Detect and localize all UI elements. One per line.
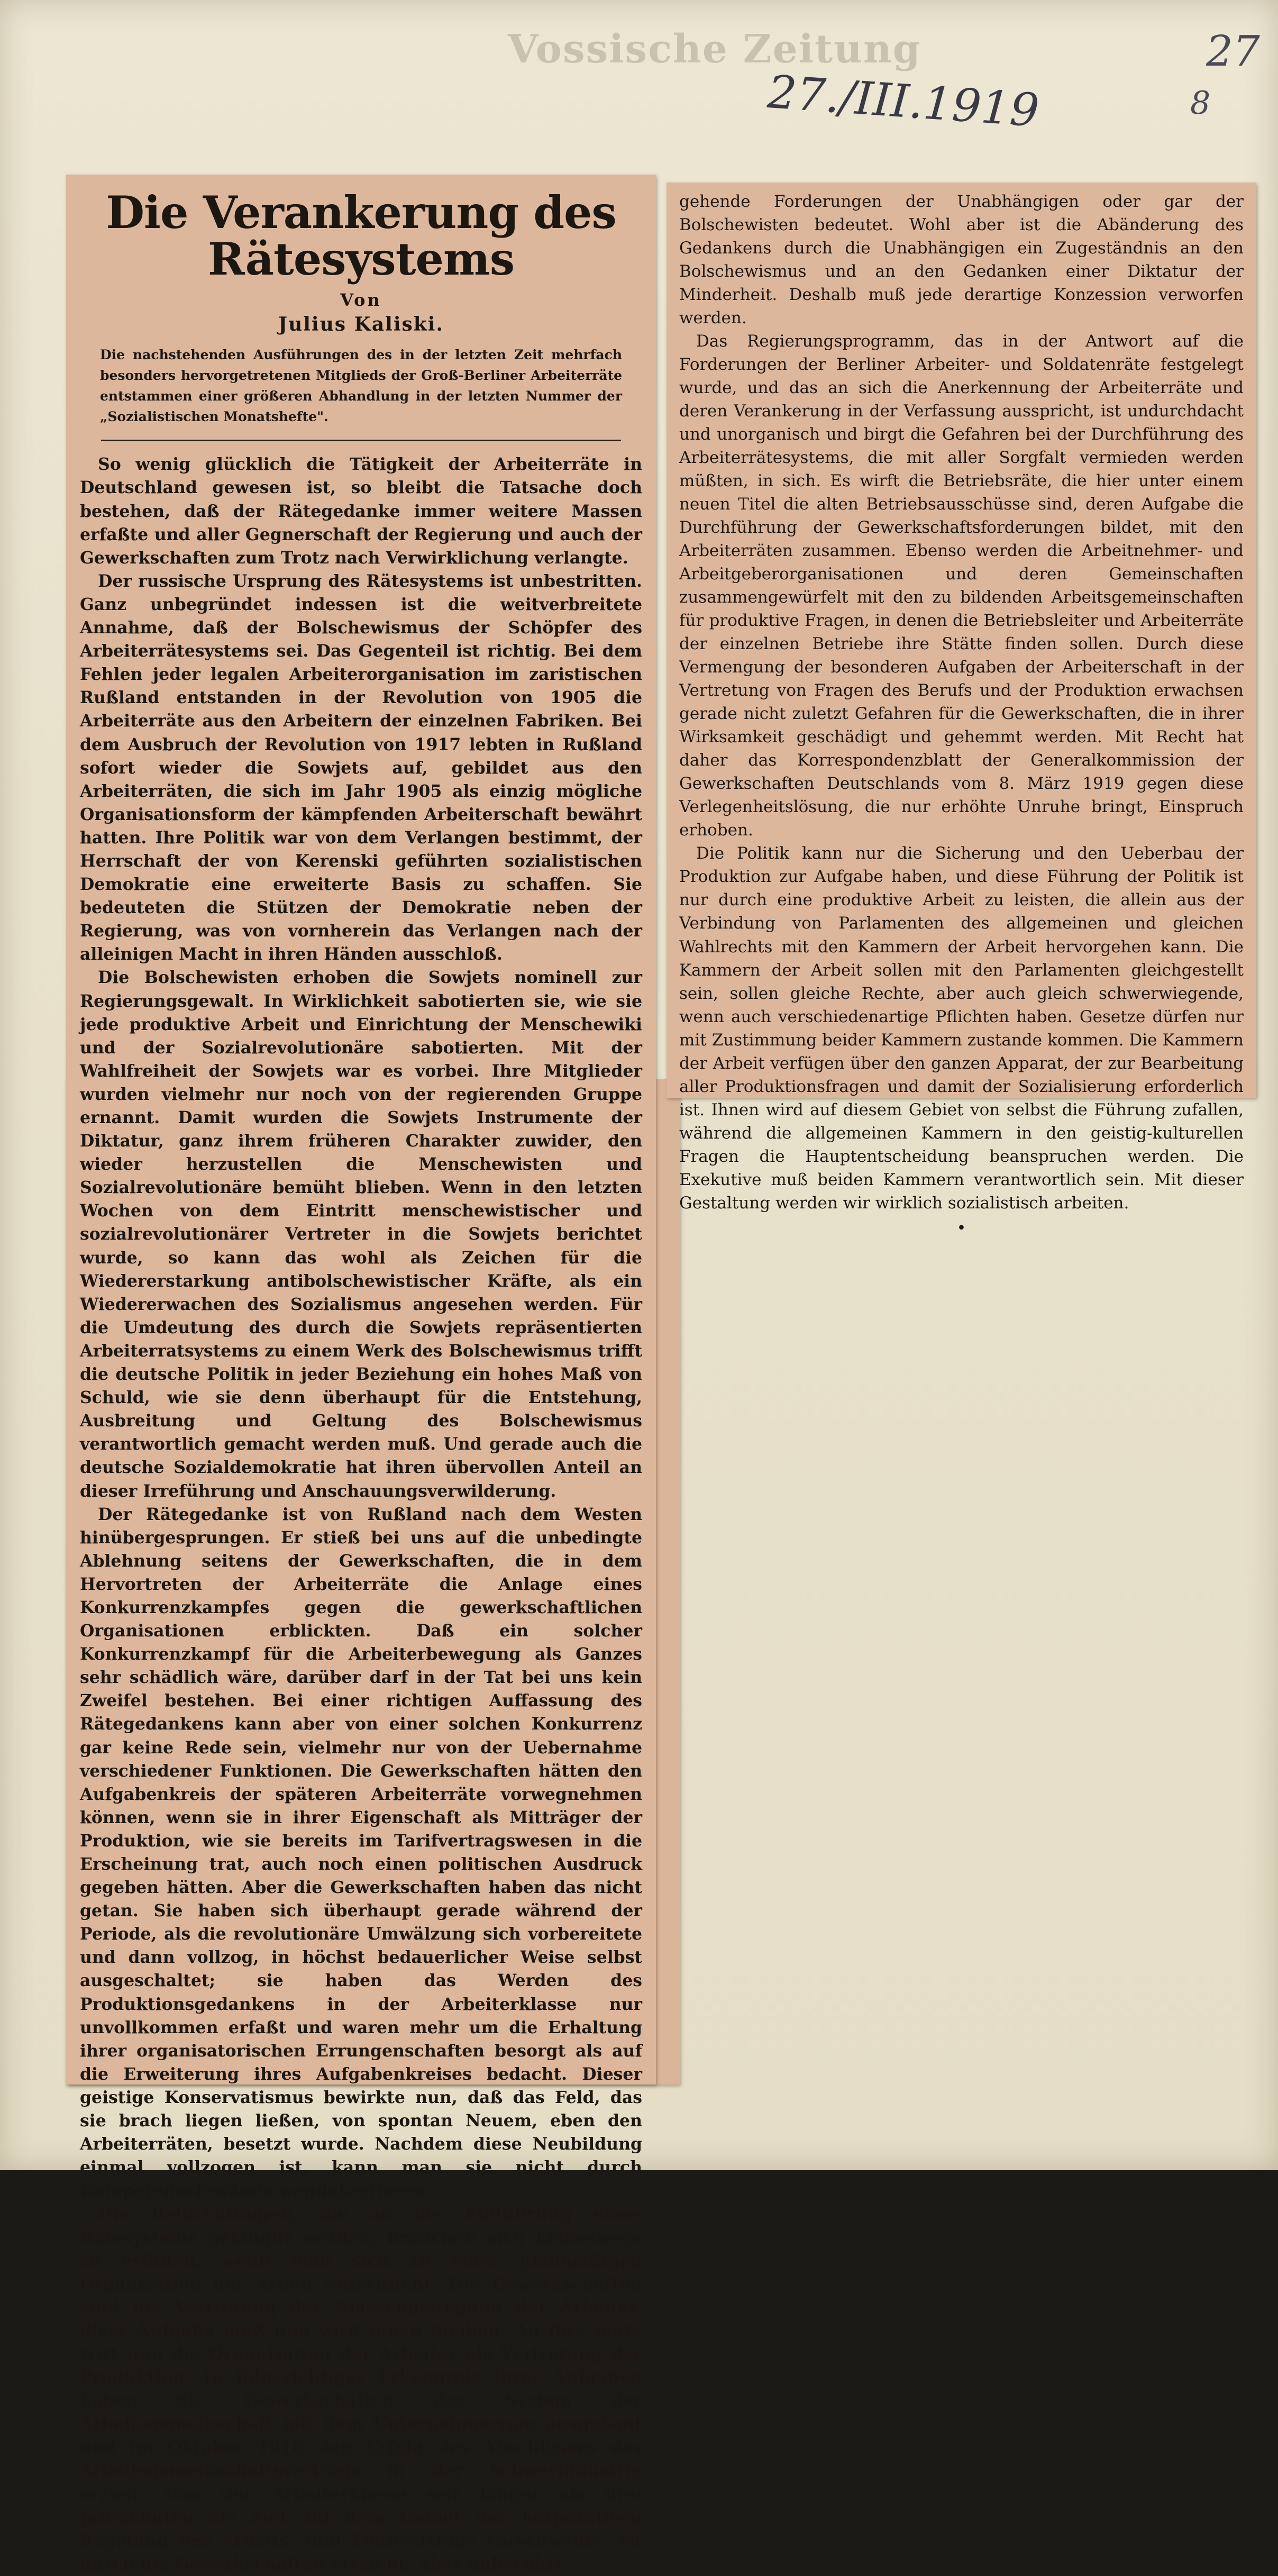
paragraph: gehende Forderungen der Unabhängigen oder gar der Bolschewisten bedeutet. Wohl aber ist die Abänderung des Gedankens durch die Unabhängigen ein Zugeständnis an den Bolschewismus und an den Gedanken einer Diktatur der Minderheit. Deshalb muß jede derartige Konzession verworfen werden. bbox=[679, 192, 1244, 328]
paragraph: Die Befürchtungen, die an die Einführung eines Rätesystems geknüpft werden, brauchen sich keineswegs zu erfüllen, wenn man sich zu einer planmäßigen Organisation der Arbeit entschließt. Die Gewerkschaften sind die Vertretung der Klassenbewegung der Arbeiter, diese Aufgabe muß und wird ihnen bleiben. An ihre Seite tritt nun die Organisation der Arbeiter als Vertretung der Produktion. In folgerichtiger Erkenntnis ihrer Aufgaben haben die Gewerkschaften das System der Arbeitsgemeinschaft mit dem Unternehmertum ausgebaut und im Oktober 1918 den Erfolg des Abschlusses des Arbeitsgemeinschaftsvertrags in der Schwerindustrie erzielt. Was der Arbeiterklasse seit länger als drei Jahrzehnten als Ziel auf dem Gebiet der korporativen Regelung des Arbeits- und Lohnvertrags vorschwebte, ist durch die Gewerkschaften erreicht. Aber unberührt bbox=[80, 2204, 642, 2574]
end-mark: • bbox=[956, 1218, 966, 1237]
article-lead: Die nachstehenden Ausführungen des in der letzten Zeit mehrfach besonders hervorgetretenen Mitglieds der Groß-Berliner Arbeiterräte entstammen einer größeren Abhandlung in der letzten Nummer der „Sozialistischen Monatshefte". bbox=[100, 347, 622, 424]
clipping-right-column bbox=[667, 183, 1256, 1237]
paragraph: So wenig glücklich die Tätigkeit der Arbeiterräte in Deutschland gewesen ist, so bleibt die Tatsache doch bestehen, daß der Rätegedanke immer weitere Massen erfaßte und aller Gegnerschaft der Regierung und auch der Gewerkschaften zum Trotz nach Verwirklichung verlangte. bbox=[80, 454, 642, 568]
paragraph: Der russische Ursprung des Rätesystems ist unbestritten. Ganz unbegründet indessen ist die weitverbreitete Annahme, daß der Bolschewismus der Schöpfer des Arbeiterrätesystems sei. Das Gegenteil ist richtig. Bei dem Fehlen jeder legalen Arbeiterorganisation im zaristischen Rußland entstanden in der Revolution von 1905 die Arbeiterräte aus den Arbeitern der einzelnen Fabriken. Bei dem Ausbruch der Revolution von 1917 lebten in Rußland sofort wieder die Sowjets auf, gebildet aus den Arbeiterräten, die sich im Jahr 1905 als einzig mögliche Organisationsform der kämpfenden Arbeiterschaft bewährt hatten. Ihre Politik war von dem Verlangen bestimmt, der Herrschaft der von Kerenski geführten sozialistischen Demokratie eine erweiterte Basis zu schaffen. Sie bedeuteten die Stützen der Demokratie neben der Regierung, was von vornherein das Verlangen nach der alleinigen Macht in ihren Händen ausschloß. bbox=[80, 571, 642, 964]
divider bbox=[101, 440, 621, 441]
right-column-body bbox=[679, 190, 1244, 1215]
clipping-left-column bbox=[66, 175, 656, 2574]
left-column-body bbox=[80, 453, 642, 2576]
newspaper-masthead: Vossische Zeitung bbox=[508, 26, 921, 72]
handwritten-date: 27./III.1919 bbox=[765, 66, 1041, 138]
paragraph: Der Rätegedanke ist von Rußland nach dem Westen hinübergesprungen. Er stieß bei uns auf die unbedingte Ablehnung seitens der Gewerkschaften, die in dem Hervortreten der Arbeiterräte die Anlage eines Konkurrenzkampfes gegen die gewerkschaftlichen Organisationen erblickten. Daß ein solcher Konkurrenzkampf für die Arbeiterbewegung als Ganzes sehr schädlich wäre, darüber darf in der Tat bei uns kein Zweifel bestehen. Bei einer richtigen Auffassung des Rätegedankens kann aber von einer solchen Konkurrenz gar keine Rede sein, vielmehr nur von der Uebernahme verschiedener Funktionen. Die Gewerkschaften hätten den Aufgabenkreis der späteren Arbeiterräte vorwegnehmen können, wenn sie in ihrer Eigenschaft als Mitträger der Produktion, wie sie bereits im Tarifvertragswesen in die Erscheinung trat, auch noch einen politischen Ausdruck gegeben hätten. Aber die Gewerkschaften haben das nicht getan. Sie haben sich überhaupt gerade während der Periode, als die revolutionäre Umwälzung sich vorbereitete und dann vollzog, in höchst bedauerlicher Weise selbst ausgeschaltet; sie haben das Werden des Produktionsgedankens in der Arbeiterklasse nur unvollkommen erfaßt und waren mehr um die Erhaltung ihrer organisatorischen Errungenschaften besorgt als auf die Erweiterung ihres Aufgabenkreises bedacht. Dieser geistige Konservatismus bewirkte nun, daß das Feld, das sie brach liegen ließen, von spontan Neuem, eben den Arbeiterräten, besetzt wurde. Nachdem diese Neubildung einmal vollzogen ist, kann man sie nicht durch Kompetenzeinwände wegdekretieren. bbox=[80, 1504, 642, 2201]
article-author: Julius Kaliski. bbox=[278, 313, 444, 336]
sheet-number: 8 bbox=[1190, 85, 1211, 122]
byline-von: Von bbox=[340, 290, 382, 311]
article-title: Die Verankerung des Rätesystems bbox=[106, 186, 616, 286]
paragraph: Die Bolschewisten erhoben die Sowjets nominell zur Regierungsgewalt. In Wirklichkeit sabotierten sie, wie sie jede produktive Arbeit und Einrichtung der Menschewiki und der Sozialrevolutionäre sabotierten. Mit der Wahlfreiheit der Sowjets war es vorbei. Ihre Mitglieder wurden vielmehr nur noch von der regierenden Gruppe ernannt. Damit wurden die Sowjets Instrumente der Diktatur, ganz ihrem früheren Charakter zuwider, den wieder herzustellen die Menschewisten und Sozialrevolutionäre bemüht blieben. Wenn in den letzten Wochen von dem Eintritt menschewistischer und sozialrevolutionärer Vertreter in die Sowjets berichtet wurde, so kann das wohl als Zeichen für die Wiedererstarkung antibolschewistischer Kräfte, als ein Wiedererwachen des Sozialismus angesehen werden. Für die Umdeutung des durch die Sowjets repräsentierten Arbeiterratsystems zu einem Werk des Bolschewismus trifft die deutsche Politik in jeder Beziehung ein hohes Maß von Schuld, wie sie denn überhaupt für die Entstehung, Ausbreitung und Geltung des Bolschewismus verantwortlich gemacht werden muß. Und gerade auch die deutsche Sozialdemokratie hat ihren übervollen Anteil an dieser Irreführung und Anschauungsverwilderung. bbox=[80, 968, 642, 1501]
archive-number: 27 bbox=[1206, 26, 1260, 76]
paragraph: Das Regierungsprogramm, das in der Antwort auf die Forderungen der Berliner Arbeiter- und Soldatenräte festgelegt wurde, und das an sich die Anerkennung der Arbeiterräte und deren Verankerung in der Verfassung ausspricht, ist undurchdacht und unorganisch und birgt die Gefahren bei der Durchführung des Arbeiterrätesystems, die mit aller Sorgfalt vermieden werden müßten, in sich. Es wirft die Betriebsräte, die hier unter einem neuen Titel die alten Betriebsausschüsse sind, deren Aufgabe die Durchführung der Gewerkschaftsforderungen bildet, mit den Arbeiterräten zusammen. Ebenso werden die Arbeitnehmer- und Arbeitgeberorganisationen und deren Gemeinschaften zusammengewürfelt mit den zu bildenden Arbeitsgemeinschaften für produktive Fragen, in denen die Betriebsleiter und Arbeiterräte der einzelnen Betriebe ihre Stätte finden sollen. Durch diese Vermengung der besonderen Aufgaben der Arbeiterschaft in der Vertretung von Fragen des Berufs und der Produktion erwachsen gerade nicht zuletzt Gefahren für die Gewerkschaften, die in ihrer Wirksamkeit geschädigt und gehemmt werden. Mit Recht hat daher das Korrespondenzblatt der Generalkommission der Gewerkschaften Deutschlands vom 8. März 1919 gegen diese Verlegenheitslösung, die nur erhöhte Unruhe bringt, Einspruch erhoben. bbox=[679, 332, 1244, 840]
paragraph: Die Politik kann nur die Sicherung und den Ueberbau der Produktion zur Aufgabe haben, und diese Führung der Politik ist nur durch eine produktive Arbeit zu leisten, die allein aus der Verbindung von Parlamenten des allgemeinen und gleichen Wahlrechts mit den Kammern der Arbeit hervorgehen kann. Die Kammern der Arbeit sollen mit den Parlamenten gleichgestellt sein, sollen gleiche Rechte, aber auch gleich schwerwiegende, wenn auch verschiedenartige Pflichten haben. Gesetze dürfen nur mit Zustimmung beider Kammern zustande kommen. Die Kammern der Arbeit verfügen über den ganzen Apparat, der zur Bearbeitung aller Produktionsfragen und damit der Sozialisierung erforderlich ist. Ihnen wird auf diesem Gebiet von selbst die Führung zufallen, während die allgemeinen Kammern in den geistig-kulturellen Fragen die Hauptentscheidung beanspruchen werden. Die Exekutive muß beiden Kammern verantwortlich sein. Mit dieser Gestaltung werden wir wirklich sozialistisch arbeiten. bbox=[679, 844, 1244, 1213]
